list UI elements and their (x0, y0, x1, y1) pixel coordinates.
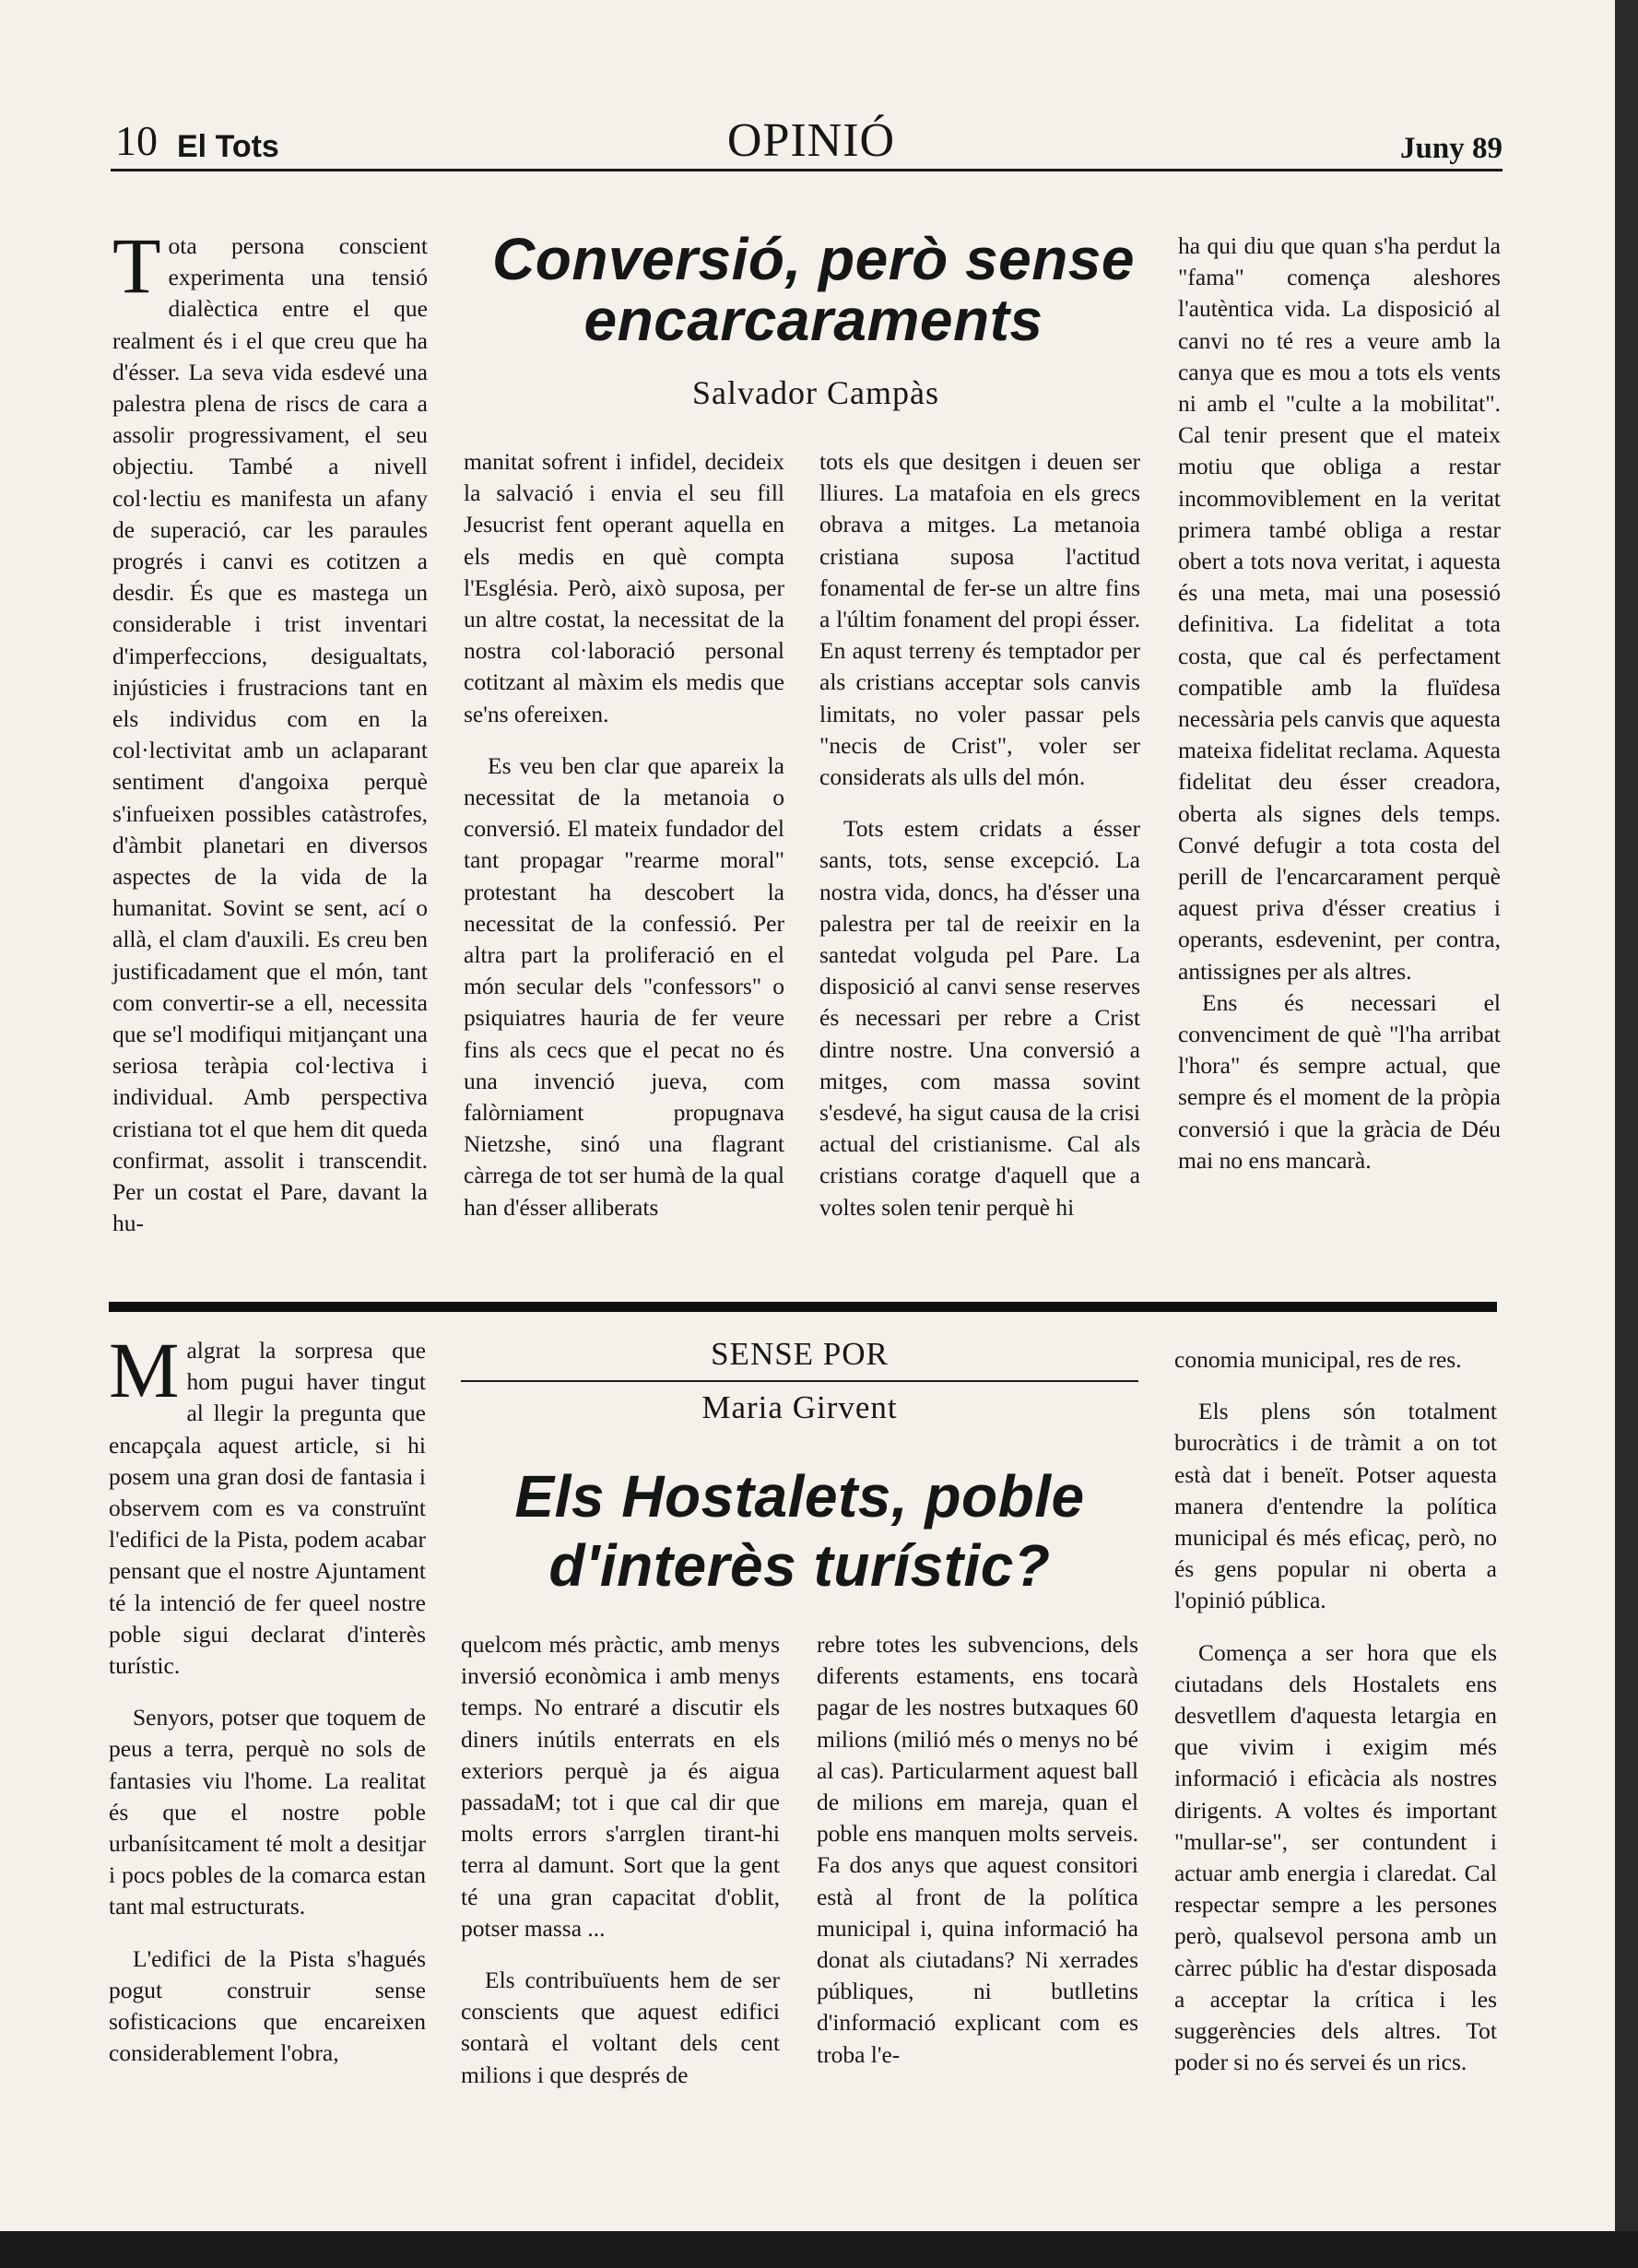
paragraph: ota persona conscient experimenta una tensió dialèctica entre el que realment és i el que creu que ha d'ésser. La seva vida esdevé una palestra plena de riscs de cara a assolir progressivament, el seu objectiu. També a nivell col·lectiu es manifesta un afany de superació, car les paraules progrés i canvi es cotitzen a desdir. És que es mastega un considerable i trist inventari d'imperfeccions, desigualtats, injústicies i frustracions tant en els individus com en la col·lectivitat amb un aclaparant sentiment d'angoixa perquè s'infueixen possibles catàstrofes, d'àmbit planetari en diversos aspectes de la vida de la humanitat. Sovint se sent, ací o allà, el clam d'auxili. Es creu ben justificadament que el món, tant com convertir-se a ell, necessita que se'l modifiqui mitjançant una seriosa teràpia col·lectiva i individual. Amb perspectiva cristiana tot el que hem dit queda confirmat, assolit i transcendit. Per un costat el Pare, davant la hu- (112, 232, 428, 1237)
paragraph: Ens és necessari el convenciment de què "l'ha arribat l'hora" és sempre actual, que sempre és el moment de la pròpia conversió i que la gràcia de Déu mai no ens mancarà. (1178, 988, 1501, 1174)
title-line: encarcaraments (583, 287, 1043, 353)
title-line: d'interès turístic? (548, 1532, 1051, 1599)
title-line: Els Hostalets, poble (514, 1463, 1085, 1530)
paragraph: Els plens són totalment burocràtics i de tràmit a on tot està dat i beneït. Potser aquesta manera d'entendre la política municipal és més eficaç, però, no és gens popular ni oberta a l'opinió pública. (1174, 1398, 1497, 1614)
title-line: Conversió, però sense (492, 226, 1135, 292)
section-divider (109, 1302, 1497, 1312)
scan-edge (1615, 0, 1638, 2268)
section-title: OPINIÓ (726, 114, 896, 167)
article-title (461, 1462, 1138, 1601)
paragraph: Els contribuïuents hem de ser conscients que aquest edifici sontarà el voltant dels cent milions i que després de (461, 1967, 780, 2088)
page-number: 10 (115, 117, 158, 164)
kicker-rule (461, 1380, 1138, 1382)
paragraph: conomia municipal, res de res. (1174, 1346, 1462, 1373)
article-column (817, 1629, 1138, 2071)
issue-date: Juny 89 (1400, 132, 1502, 165)
article-author: Maria Girvent (701, 1389, 898, 1425)
column-kicker: SENSE POR (711, 1336, 889, 1372)
paragraph: ha qui diu que quan s'ha perdut la "fama" comença aleshores l'autèntica vida. La disposició al canvi no té res a veure amb la canya que es mou a tots els vents ni amb el "culte a la mobilitat". Cal tenir present que el mateix motiu que obliga a restar incommoviblement en la veritat primera també obliga a restar obert a tots nova veritat, i aquesta és una meta, mai una posessió definitiva. La fidelitat a tota costa, que cal és perfectament compatible amb la fluïdesa necessària pels canvis que aquesta mateixa fidelitat reclama. Aquesta fidelitat deu ésser creadora, oberta als signes dels temps. Convé defugir a tota costa del perill de l'encarcarament perquè aquest priva d'ésser creatius i operants, esdevenint, per contra, antissignes per als altres. (1178, 232, 1501, 985)
newspaper-name: El Tots (177, 129, 279, 164)
article-column (112, 221, 428, 1240)
article-column (109, 1326, 426, 2069)
drop-cap: T (112, 221, 161, 310)
article-column (819, 446, 1140, 1223)
article-title (465, 226, 1161, 353)
paragraph: quelcom més pràctic, amb menys inversió econòmica i amb menys temps. No entraré a discutir els diners inútils enterrats en els exteriors perquè ja és aigua passadaM; tot i que cal dir que molts errors s'arrglen tirant-hi terra al damunt. Sort que la gent té una gran capacitat d'oblit, potser massa ... (461, 1631, 780, 1942)
paragraph: L'edifici de la Pista s'hagués pogut construir sense sofisticacions que encareixen considerablement l'obra, (109, 1944, 426, 2067)
header-rule (111, 169, 1502, 171)
paragraph: Es veu ben clar que apareix la necessitat de la metanoia o conversió. El mateix fundador del tant propagar "rearme moral" protestant ha descobert la necessitat de la confessió. Per altra part la proliferació en el món secular dels "confessors" o psiquiatres hauria de fer veure fins als cecs que el pecat no és una invenció jueva, com falòrniament propugnava Nietzshe, sinó una flagrant càrrega de tot ser humà de la qual han d'ésser alliberats (464, 751, 784, 1221)
article-author: Salvador Campàs (692, 374, 939, 411)
paragraph: rebre totes les subvencions, dels diferents estaments, ens tocarà pagar de les nostres butxaques 60 milions (milió més o menys no bé al cas). Particularment aquest ball de milions em mareja, quan el poble ens manquen molts serveis. Fa dos anys que aquest consitori està al front de la política municipal i, quina informació ha donat als ciutadans? Ni xerrades públiques, ni butlletins d'informació explicant com es troba l'e- (817, 1631, 1138, 2068)
article-column (1178, 230, 1501, 1176)
paragraph: Tots estem cridats a ésser sants, tots, sense excepció. La nostra vida, doncs, ha d'ésser una palestra per tal de reeixir en la santedat volguda pel Pare. La disposició al canvi sense reserves és necessari per rebre a Crist dintre nostre. Una conversió a mitges, com massa sovint s'esdevé, ha sigut causa de la crisi actual del cristianisme. Cal als cristians coratge d'aquell que a voltes solen tenir perquè hi (819, 815, 1140, 1221)
paragraph: Senyors, potser que toquem de peus a terra, perquè no sols de fantasies viu l'home. La realitat és que el nostre poble urbanísitcament té molt a desitjar i pocs pobles de la comarca estan tant mal estructurats. (109, 1704, 426, 1920)
paragraph: algrat la sorpresa que hom pugui haver tingut al llegir la pregunta que encapçala aquest article, si hi posem una gran dosi de fantasia i observem com es va construïnt l'edifici de la Pista, podem acabar pensant que el nostre Ajuntament té la intenció de fer queel nostre poble sigui declarat d'interès turístic. (109, 1337, 426, 1680)
paragraph: tots els que desitgen i deuen ser lliures. La matafoia en els grecs obrava a mitges. La metanoia cristiana suposa l'actitud fonamental de fer-se un altre fins a l'últim fonament del propi ésser. En aqust terreny és temptador per als cristians acceptar sols canvis limitats, no voler passar pels "necis de Crist", voler ser considerats als ulls del món. (819, 448, 1140, 791)
article-column (1174, 1344, 1497, 2078)
paragraph: manitat sofrent i infidel, decideix la salvació i envia el seu fill Jesucrist fent operant aquella en els medis en què compta l'Església. Però, això suposa, per un altre costat, la necessitat de la nostra col·laboració personal cotitzant al màxim els medis que se'ns ofereixen. (464, 448, 784, 727)
paragraph: Comença a ser hora que els ciutadans dels Hostalets ens desvetllem d'aquesta letargia en que vivim i exigim més informació i eficàcia als nostres dirigents. A voltes és important "mullar-se", ser contundent i actuar amb energia i claredat. Cal respectar sempre a les persones però, qualsevol persona amb un càrrec públic ha d'estar disposada a acceptar la crítica i les suggerències dels altres. Tot poder si no és servei és un rics. (1174, 1638, 1497, 2076)
article-column (464, 446, 784, 1223)
article-column (461, 1629, 780, 2091)
drop-cap: M (109, 1326, 180, 1414)
scan-edge (0, 2231, 1638, 2268)
